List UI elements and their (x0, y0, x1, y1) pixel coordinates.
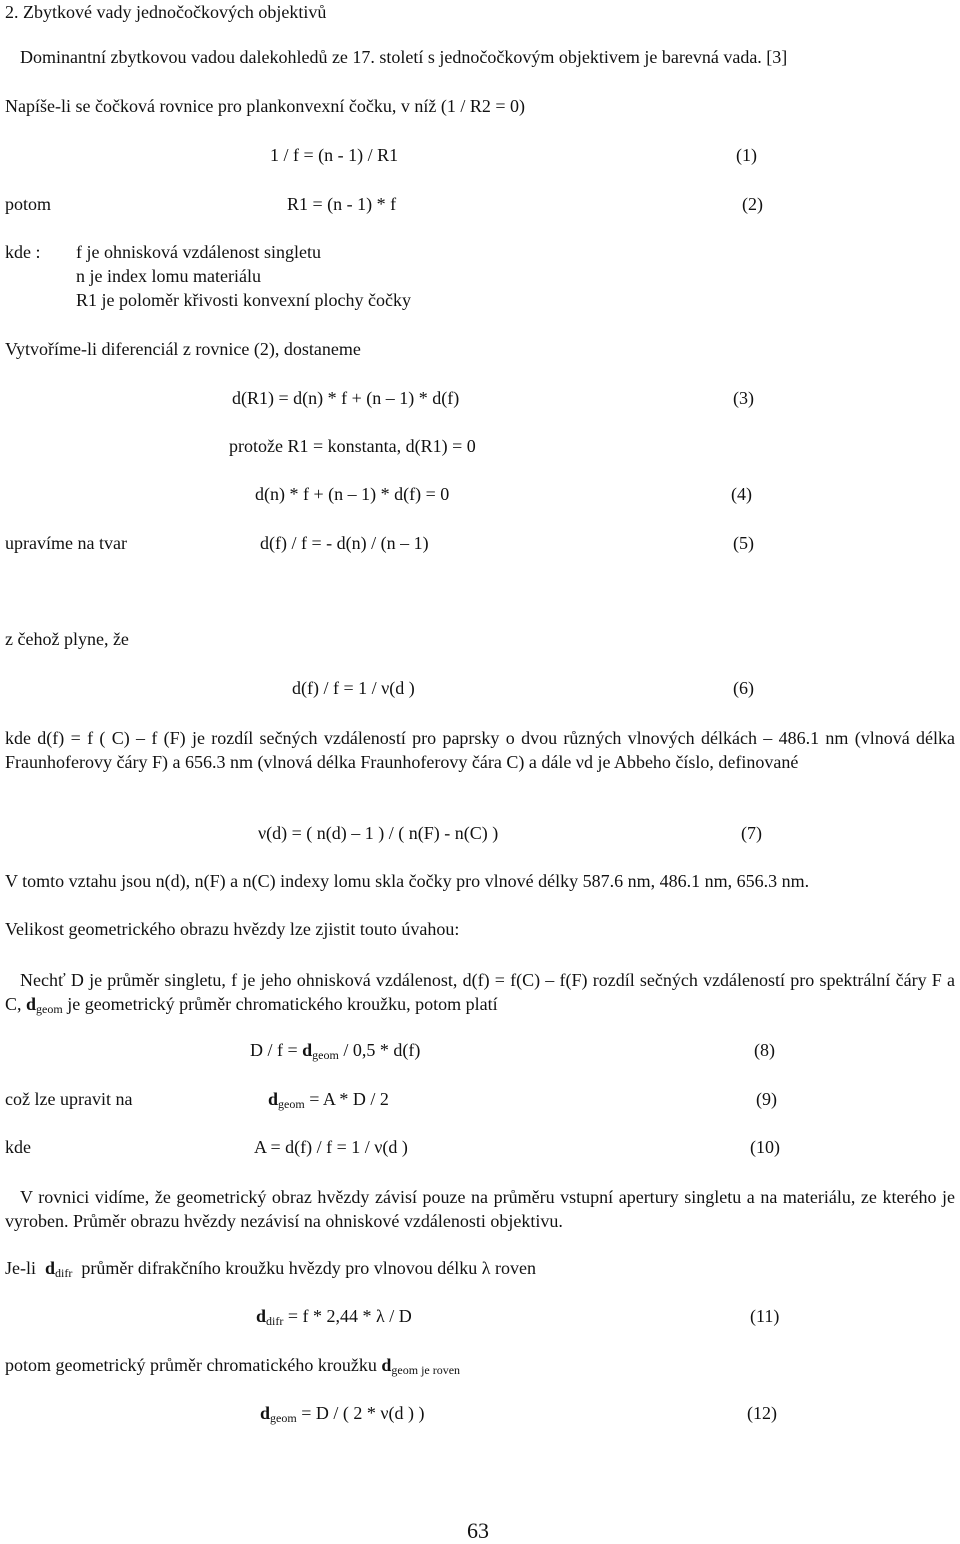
equation-2: R1 = (n - 1) * f (287, 194, 397, 214)
equation-10: A = d(f) / f = 1 / ν(d ) (254, 1137, 408, 1157)
equation-6: d(f) / f = 1 / ν(d ) (292, 678, 415, 698)
abbe-paragraph: kde d(f) = f ( C) – f (F) je rozdíl sečných vzdáleností pro paprsky o dvou různých vlnových délkách – 486.1 nm (vlnová délka Fraunhoferovy čáry F) a 656.3 nm (vlnová délka Fraunhoferovy čára C) a dále νd je Abbeho číslo, definované (5, 728, 955, 772)
section-heading: 2. Zbytkové vady jednočočkových objektivů (5, 2, 327, 22)
difr-subscript: difr (55, 1266, 73, 1280)
equation-7-number: (7) (741, 823, 762, 843)
follows-text: z čehož plyne, že (5, 629, 129, 649)
equation-1-number: (1) (736, 145, 757, 165)
equal-sentence-a: potom geometrický průměr chromatického kroužku (5, 1355, 377, 1375)
equation-10-prefix: kde (5, 1137, 31, 1157)
definition-r1: R1 je poloměr křivosti konvexní plochy čočky (76, 290, 411, 310)
difr-symbol: d (45, 1258, 56, 1278)
equation-9-number: (9) (756, 1089, 777, 1109)
equation-8-left: D / f = (250, 1040, 298, 1060)
equation-11-number: (11) (750, 1306, 780, 1326)
equal-sentence-sub: geom je roven (391, 1363, 461, 1377)
conclusion-paragraph: V rovnici vidíme, že geometrický obraz hvězdy závisí pouze na průměru vstupní apertury singletu a na materiálu, ze kterého je vyroben. Průměr obrazu hvězdy nezávisí na ohniskové vzdálenosti objektivu. (5, 1187, 955, 1231)
definitions-label: kde : (5, 242, 41, 262)
equation-11-d: d (256, 1306, 267, 1326)
equation-3: d(R1) = d(n) * f + (n – 1) * d(f) (232, 388, 460, 408)
equation-8 (250, 1040, 420, 1062)
intro-paragraph: Dominantní zbytkovou vadou dalekohledů ze 17. století s jednočočkovým objektivem je barevná vada. [3] (20, 47, 788, 67)
equation-2-prefix: potom (5, 194, 52, 214)
equation-12-number: (12) (747, 1403, 777, 1423)
equation-8-d: d (302, 1040, 313, 1060)
definition-f: f je ohnisková vzdálenost singletu (76, 242, 321, 262)
equation-10-number: (10) (750, 1137, 780, 1157)
equation-5: d(f) / f = - d(n) / (n – 1) (260, 533, 429, 553)
equation-8-sub: geom (312, 1048, 339, 1062)
d-geom-subscript: geom (36, 1002, 63, 1016)
equation-6-number: (6) (733, 678, 754, 698)
equation-4: d(n) * f + (n – 1) * d(f) = 0 (255, 484, 450, 504)
diameter-paragraph-a: Nechť D je průměr singletu, f je jeho ohnisková vzdálenost, d(f) = f(C) – f(F) rozdíl sečných vzdáleností pro spektrální čáry F a C, (5, 970, 955, 1014)
equation-8-number: (8) (754, 1040, 775, 1060)
equal-sentence (5, 1355, 460, 1377)
constant-note: protože R1 = konstanta, d(R1) = 0 (229, 436, 476, 456)
lens-equation-sentence: Napíše-li se čočková rovnice pro plankonvexní čočku, v níž (1 / R2 = 0) (5, 96, 526, 116)
difr-sentence-a: Je-li (5, 1258, 36, 1278)
equation-12-d: d (260, 1403, 271, 1423)
equation-9-d: d (268, 1089, 279, 1109)
differential-intro: Vytvoříme-li diferenciál z rovnice (2), dostaneme (5, 339, 361, 359)
equation-2-number: (2) (742, 194, 763, 214)
diameter-paragraph-b: je geometrický průměr chromatického kroužku, potom platí (67, 994, 498, 1014)
equation-1: 1 / f = (n - 1) / R1 (270, 145, 399, 165)
equal-sentence-d: d (381, 1355, 392, 1375)
equation-12-sub: geom (270, 1411, 297, 1425)
diameter-paragraph (5, 968, 955, 1016)
equation-11 (256, 1306, 412, 1328)
difr-sentence-b: průměr difrakčního kroužku hvězdy pro vlnovou délku λ roven (81, 1258, 536, 1278)
indices-note: V tomto vztahu jsou n(d), n(F) a n(C) indexy lomu skla čočky pro vlnové délky 587.6 nm, 486.1 nm, 656.3 nm. (5, 871, 810, 891)
equation-4-number: (4) (731, 484, 752, 504)
difr-sentence (5, 1258, 536, 1280)
page-number: 63 (467, 1518, 489, 1543)
equation-9 (268, 1089, 389, 1111)
equation-11-right: = f * 2,44 * λ / D (287, 1306, 412, 1326)
equation-9-prefix: což lze upravit na (5, 1089, 133, 1109)
geometric-intro: Velikost geometrického obrazu hvězdy lze zjistit touto úvahou: (5, 919, 460, 939)
definition-n: n je index lomu materiálu (76, 266, 261, 286)
equation-3-number: (3) (733, 388, 754, 408)
d-geom-symbol: d (26, 994, 37, 1014)
equation-11-sub: difr (266, 1314, 284, 1328)
equation-12-right: = D / ( 2 * ν(d ) ) (301, 1403, 425, 1423)
equation-5-prefix: upravíme na tvar (5, 533, 127, 553)
equation-5-number: (5) (733, 533, 754, 553)
equation-8-right: / 0,5 * d(f) (343, 1040, 421, 1060)
equation-9-right: = A * D / 2 (309, 1089, 389, 1109)
equation-12 (260, 1403, 424, 1425)
equation-9-sub: geom (278, 1097, 305, 1111)
equation-7: ν(d) = ( n(d) – 1 ) / ( n(F) - n(C) ) (258, 823, 499, 843)
